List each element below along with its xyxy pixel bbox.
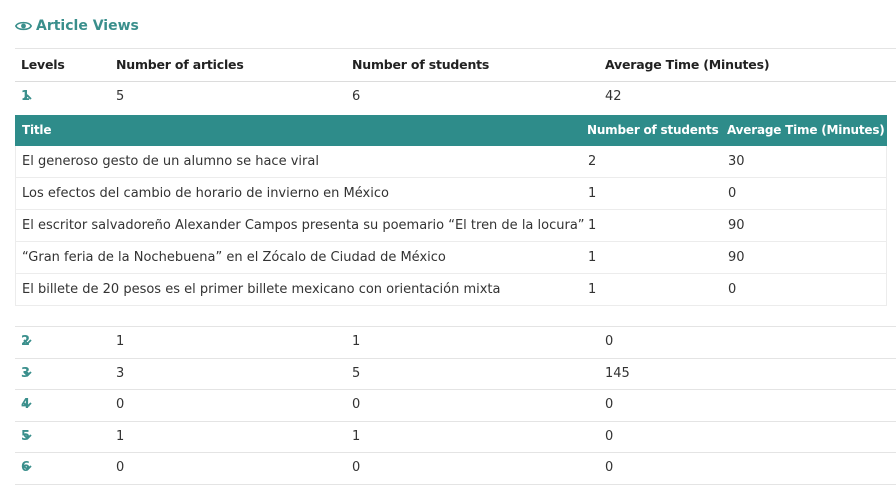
table-row bbox=[15, 89, 896, 109]
article-row bbox=[16, 274, 886, 306]
article-time: 0 bbox=[728, 282, 737, 297]
students-value: 1 bbox=[352, 429, 361, 444]
time-value: 42 bbox=[605, 89, 622, 104]
article-subtable bbox=[15, 115, 887, 306]
articles-value: 3 bbox=[116, 366, 125, 381]
time-value: 0 bbox=[605, 460, 614, 475]
level-toggle-5[interactable]: 5 bbox=[21, 429, 31, 444]
students-value: 1 bbox=[352, 334, 361, 349]
header-divider bbox=[15, 81, 896, 82]
level-toggle-6[interactable]: 6 bbox=[21, 460, 31, 475]
table-header bbox=[15, 57, 896, 77]
article-title: “Gran feria de la Nochebuena” en el Zócalo de Ciudad de México bbox=[22, 250, 446, 265]
article-time: 90 bbox=[728, 218, 745, 233]
time-value: 145 bbox=[605, 366, 630, 381]
article-students: 1 bbox=[588, 186, 597, 201]
divider bbox=[15, 48, 896, 49]
header-levels: Levels bbox=[21, 57, 65, 72]
articles-value: 1 bbox=[116, 334, 125, 349]
articles-value: 5 bbox=[116, 89, 125, 104]
divider bbox=[15, 326, 896, 327]
divider bbox=[15, 358, 896, 359]
time-value: 0 bbox=[605, 397, 614, 412]
article-row bbox=[16, 210, 886, 242]
article-row bbox=[16, 178, 886, 210]
article-row bbox=[16, 146, 886, 178]
section-title-text: Article Views bbox=[36, 18, 139, 34]
subheader-students: Number of students bbox=[587, 123, 719, 137]
divider bbox=[15, 452, 896, 453]
table-row bbox=[15, 460, 896, 480]
students-value: 5 bbox=[352, 366, 361, 381]
students-value: 6 bbox=[352, 89, 361, 104]
subheader-time: Average Time (Minutes) bbox=[727, 123, 885, 137]
divider bbox=[15, 421, 896, 422]
eye-icon bbox=[15, 20, 32, 32]
students-value: 0 bbox=[352, 460, 361, 475]
articles-value: 0 bbox=[116, 460, 125, 475]
subtable-header bbox=[15, 115, 887, 146]
subheader-title: Title bbox=[22, 123, 52, 137]
subtable-body bbox=[15, 146, 887, 306]
article-time: 0 bbox=[728, 186, 737, 201]
article-title: El billete de 20 pesos es el primer billete mexicano con orientación mixta bbox=[22, 282, 501, 297]
table-row bbox=[15, 397, 896, 417]
time-value: 0 bbox=[605, 334, 614, 349]
article-students: 1 bbox=[588, 218, 597, 233]
table-row bbox=[15, 366, 896, 386]
level-toggle-4[interactable]: 4 bbox=[21, 397, 31, 412]
article-students: 2 bbox=[588, 154, 597, 169]
divider bbox=[15, 484, 896, 485]
article-row bbox=[16, 242, 886, 274]
article-title: El generoso gesto de un alumno se hace viral bbox=[22, 154, 319, 169]
level-toggle-3[interactable]: 3 bbox=[21, 366, 31, 381]
articles-value: 0 bbox=[116, 397, 125, 412]
table-row bbox=[15, 334, 896, 354]
divider bbox=[15, 389, 896, 390]
article-students: 1 bbox=[588, 250, 597, 265]
article-time: 30 bbox=[728, 154, 745, 169]
articles-value: 1 bbox=[116, 429, 125, 444]
article-students: 1 bbox=[588, 282, 597, 297]
article-title: Los efectos del cambio de horario de invierno en México bbox=[22, 186, 389, 201]
level-toggle-2[interactable]: 2 bbox=[21, 334, 31, 349]
students-value: 0 bbox=[352, 397, 361, 412]
time-value: 0 bbox=[605, 429, 614, 444]
header-students: Number of students bbox=[352, 57, 490, 72]
article-title: El escritor salvadoreño Alexander Campos presenta su poemario “El tren de la locura” bbox=[22, 218, 585, 233]
article-time: 90 bbox=[728, 250, 745, 265]
header-articles: Number of articles bbox=[116, 57, 244, 72]
header-time: Average Time (Minutes) bbox=[605, 57, 770, 72]
section-title bbox=[15, 18, 139, 34]
table-row bbox=[15, 429, 896, 449]
level-toggle-1[interactable]: 1 bbox=[21, 89, 31, 104]
